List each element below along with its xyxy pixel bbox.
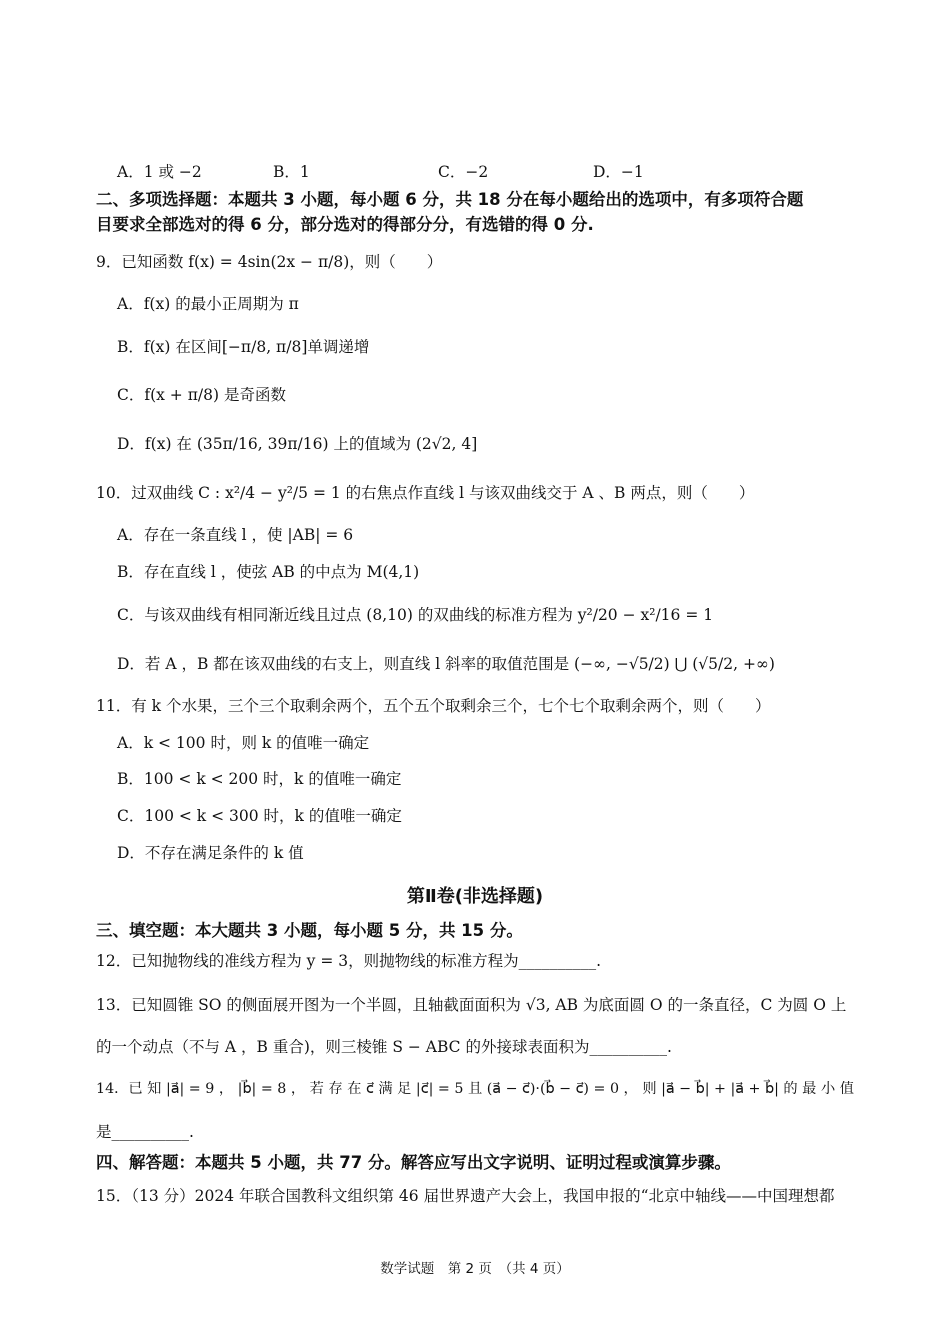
q11-option-d: D．不存在满足条件的 k 值: [117, 844, 304, 862]
q10-option-d: D．若 A ，B 都在该双曲线的右支上，则直线 l 斜率的取值范围是 (−∞, −√5/2) ⋃ (√5/2, +∞): [117, 655, 775, 673]
q11-option-b: B．100 < k < 200 时，k 的值唯一确定: [117, 770, 402, 788]
q8-option-c: C．−2: [438, 163, 489, 181]
q9-stem: 9．已知函数 f(x) = 4sin(2x − π/8)，则（ ）: [96, 253, 443, 271]
q14-line1: 14．已 知 |a⃗| = 9 ， |b⃗| = 8 ， 若 存 在 c⃗ 满 足 |c⃗| = 5 且 (a⃗ − c⃗)·(b⃗ − c⃗) = 0 ， 则 |a⃗ − b⃗| + |a⃗ + b⃗| 的 最 小 值: [96, 1081, 854, 1097]
q11-stem: 11．有 k 个水果，三个三个取剩余两个，五个五个取剩余三个，七个七个取剩余两个，则（ ）: [96, 697, 771, 715]
section2-heading-line2: 目要求全部选对的得 6 分，部分选对的得部分分，有选错的得 0 分.: [96, 215, 594, 234]
q8-option-d: D．−1: [593, 163, 644, 181]
q10-option-b: B．存在直线 l ，使弦 AB 的中点为 M(4,1): [117, 563, 420, 581]
section4-heading: 四、解答题：本题共 5 小题，共 77 分。解答应写出文字说明、证明过程或演算步骤。: [96, 1153, 731, 1172]
q9-option-a: A．f(x) 的最小正周期为 π: [117, 295, 299, 313]
q12: 12．已知抛物线的准线方程为 y = 3，则抛物线的标准方程为__________.: [96, 952, 602, 970]
q10-stem: 10．过双曲线 C : x²/4 − y²/5 = 1 的右焦点作直线 l 与该双曲线交于 A 、B 两点，则（ ）: [96, 484, 755, 502]
section3-heading: 三、填空题：本大题共 3 小题，每小题 5 分，共 15 分。: [96, 921, 523, 940]
q11-option-a: A．k < 100 时，则 k 的值唯一确定: [117, 734, 370, 752]
q13-line2: 的一个动点（不与 A ，B 重合)，则三棱锥 S − ABC 的外接球表面积为__________.: [96, 1038, 672, 1056]
section2-heading-line1: 二、多项选择题：本题共 3 小题，每小题 6 分，共 18 分在每小题给出的选项中，有多项符合题: [96, 190, 804, 209]
q9-option-b: B．f(x) 在区间[−π/8, π/8]单调递增: [117, 338, 370, 356]
q15-stem: 15．（13 分）2024 年联合国教科文组织第 46 届世界遗产大会上，我国申报的“北京中轴线——中国理想都: [96, 1187, 835, 1205]
q11-option-c: C．100 < k < 300 时，k 的值唯一确定: [117, 807, 402, 825]
q10-option-a: A．存在一条直线 l ，使 |AB| = 6: [117, 526, 354, 544]
q14-line2: 是__________.: [96, 1123, 194, 1141]
q13-line1: 13．已知圆锥 SO 的侧面展开图为一个半圆，且轴截面面积为 √3, AB 为底面圆 O 的一条直径，C 为圆 O 上: [96, 996, 847, 1014]
page-footer: 数学试题 第 2 页 （共 4 页）: [380, 1261, 570, 1277]
q8-option-b: B．1: [273, 163, 310, 181]
q10-option-c: C．与该双曲线有相同渐近线且过点 (8,10) 的双曲线的标准方程为 y²/20 − x²/16 = 1: [117, 606, 714, 624]
part2-title: 第Ⅱ卷(非选择题): [406, 886, 544, 907]
q9-option-d: D．f(x) 在 (35π/16, 39π/16) 上的值域为 (2√2, 4]: [117, 435, 478, 453]
q9-option-c: C．f(x + π/8) 是奇函数: [117, 386, 286, 404]
q8-option-a: A．1 或 −2: [117, 163, 202, 181]
